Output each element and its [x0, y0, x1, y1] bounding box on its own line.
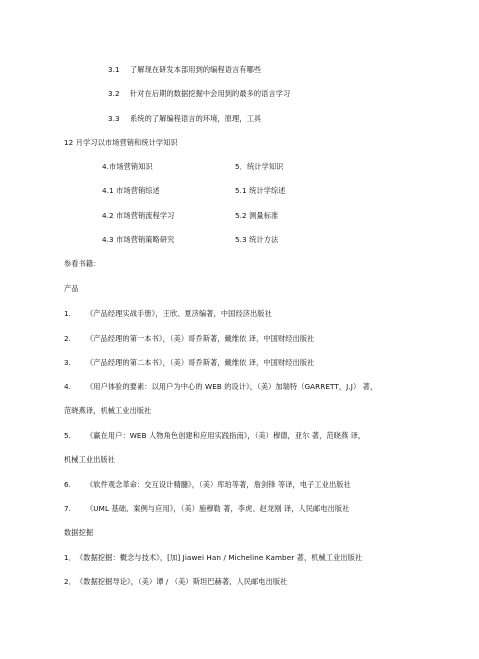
book-text: 《产品经理的第二本书》，（美）哥乔斯著，戴维依 译，中国财经出版社 — [86, 358, 315, 367]
item-text: 系统的了解编程语言的环境，原理，工具 — [130, 114, 262, 123]
item-number: 3.2 — [108, 89, 120, 98]
book-text: 《产品经理实战手册》，王欣、夏济编著，中国经济出版社 — [86, 309, 272, 318]
topic-left: 4.1 市场营销综述 — [102, 186, 160, 195]
topic-left: 4.市场营销知识 — [102, 162, 153, 171]
topic-right: 5.2 测量标准 — [235, 211, 279, 220]
topic-right: 5．统计学知识 — [235, 162, 284, 171]
topic-right: 5.3 统计方法 — [235, 235, 279, 244]
book-text: 《产品经理的第一本书》，（美）哥乔斯著，戴维依 译，中国财经出版社 — [86, 334, 315, 343]
product-heading: 产品 — [64, 284, 79, 293]
month12-heading: 12 月学习以市场营销和统计学知识 — [64, 138, 178, 147]
topic-row — [102, 186, 286, 195]
book-item — [64, 553, 362, 562]
book-text: 《用户体验的要素：以用户为中心的 WEB 的设计》，（美）加瑞特（GARRETT，J.J） 著， — [86, 382, 378, 391]
book-item — [64, 309, 272, 318]
item-number: 3.1 — [108, 65, 120, 74]
topic-left: 4.2 市场营销流程学习 — [102, 211, 175, 220]
book-number: 7. — [64, 504, 72, 513]
section3-item — [108, 114, 261, 123]
book-number: 5. — [64, 431, 72, 440]
topic-row — [102, 162, 284, 171]
book-continuation: 机械工业出版社 — [64, 455, 116, 464]
references-heading: 参看书籍： — [64, 259, 101, 268]
item-text: 针对在后期的数据挖掘中会用到的最多的语言学习 — [130, 89, 291, 98]
topic-left: 4.3 市场营销策略研究 — [102, 235, 175, 244]
book-item — [64, 334, 314, 343]
topic-row — [102, 211, 279, 220]
topic-right: 5.1 统计学综述 — [235, 186, 286, 195]
book-text: 《数据挖掘导论》，（美）谭 / （美）斯坦巴赫著，人民邮电出版社 — [76, 577, 288, 586]
book-continuation: 范晓燕译，机械工业出版社 — [64, 406, 152, 415]
book-item — [64, 431, 365, 440]
book-number: 1. — [64, 309, 72, 318]
section3-item — [108, 89, 290, 98]
book-text: 《数据挖掘：概念与技术》，[加] Jiawei Han / Micheline Kamber 著，机械工业出版社 — [76, 553, 363, 562]
book-item — [64, 480, 351, 489]
book-number: 6. — [64, 480, 72, 489]
book-number: 1． — [64, 553, 76, 562]
book-number: 3. — [64, 358, 72, 367]
book-item — [64, 504, 350, 513]
mining-heading: 数据挖掘 — [64, 528, 94, 537]
section3-item — [108, 65, 261, 74]
book-number: 4. — [64, 382, 72, 391]
book-number: 2． — [64, 577, 76, 586]
book-number: 2. — [64, 334, 72, 343]
item-text: 了解现在研发本部用到的编程语言有哪些 — [130, 65, 262, 74]
book-text: 《软件观念革命：交互设计精髓》，（美）库珀等著，詹剑锋 等译，电子工业出版社 — [86, 480, 351, 489]
item-number: 3.3 — [108, 114, 120, 123]
book-item — [64, 382, 377, 391]
book-text: 《赢在用户：WEB 人物角色创建和应用实践指南》，（美）穆德，亚尔 著，范晓燕 译， — [86, 431, 366, 440]
book-item — [64, 577, 287, 586]
book-text: 《UML 基础、案例与应用》，（美）施穆勒 著，李虎、赵龙刚 译，人民邮电出版社 — [86, 504, 350, 513]
book-item — [64, 358, 314, 367]
topic-row — [102, 235, 279, 244]
